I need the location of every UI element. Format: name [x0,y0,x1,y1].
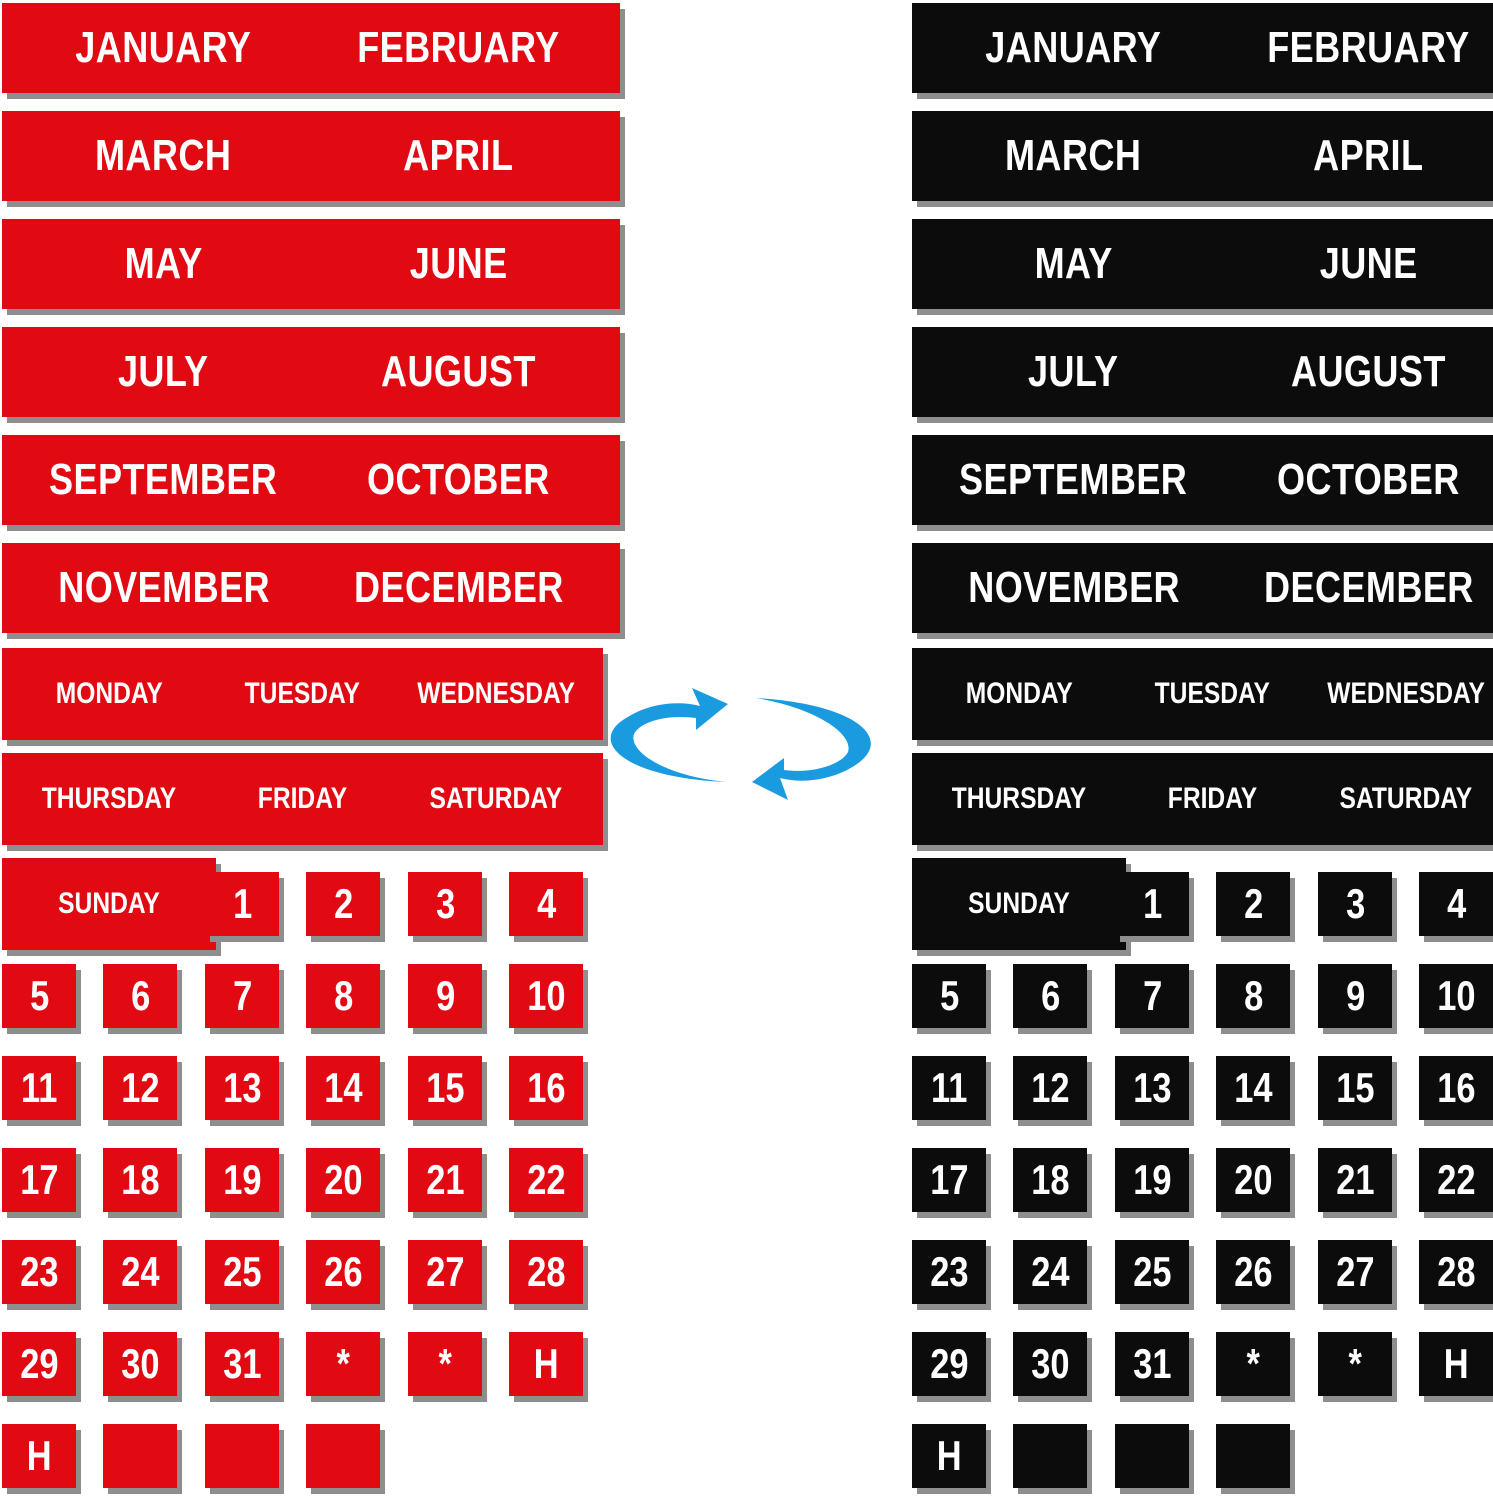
red-number-tile-29 [2,1332,76,1396]
black-month-june [1207,219,1493,309]
red-day-sunday-label: SUNDAY [58,887,160,920]
black-number-tile-35-label: H [936,1432,962,1479]
black-number-tile-5 [912,964,986,1028]
black-number-tile-12 [1013,1056,1087,1120]
black-month-april [1207,111,1493,201]
black-number-tile-7 [1115,964,1189,1028]
black-month-april-label: APRIL [1313,131,1424,180]
red-day-saturday-label: SATURDAY [429,782,563,815]
black-day-sunday [912,858,1126,950]
black-day-monday-label: MONDAY [965,677,1073,710]
red-month-august [297,327,620,417]
black-day-wednesday [1299,648,1493,740]
black-number-tile-28 [1419,1240,1493,1304]
black-month-september [912,435,1235,525]
red-month-june-label: JUNE [409,239,508,288]
red-number-tile-14-label: 14 [324,1064,363,1111]
black-month-october [1207,435,1493,525]
black-number-tile-27-label: 27 [1336,1248,1375,1295]
black-number-tile-24-label: 24 [1031,1248,1070,1295]
black-number-tile-30 [1013,1332,1087,1396]
black-number-tile-19 [1115,1148,1189,1212]
red-number-tile-29-label: 29 [20,1340,59,1387]
red-month-october-label: OCTOBER [367,455,550,504]
red-month-february [297,3,620,93]
black-month-december [1207,543,1493,633]
red-number-tile-5-label: 5 [29,972,49,1019]
red-number-tile-4-label: 4 [536,880,556,927]
red-number-tile-31-label: 31 [223,1340,262,1387]
red-number-tile-23-label: 23 [20,1248,59,1295]
red-day-thursday [2,753,216,845]
red-number-tile-12 [103,1056,177,1120]
red-number-tile-33-label: * [438,1340,452,1387]
red-number-tile-19 [205,1148,279,1212]
red-month-may [2,219,325,309]
black-number-tile-13 [1115,1056,1189,1120]
black-number-tile-23 [912,1240,986,1304]
red-number-tile-3-label: 3 [435,880,455,927]
red-day-saturday [389,753,603,845]
red-month-september [2,435,325,525]
red-number-tile-14 [306,1056,380,1120]
black-month-june-label: JUNE [1319,239,1418,288]
red-number-tile-27 [408,1240,482,1304]
black-number-tile-1 [1115,872,1189,936]
red-number-tile-34-label: H [533,1340,559,1387]
black-number-tile-33-label: * [1348,1340,1362,1387]
red-number-tile-21 [408,1148,482,1212]
red-number-tile-13-label: 13 [223,1064,262,1111]
black-month-february [1207,3,1493,93]
red-month-march [2,111,325,201]
black-day-saturday-label: SATURDAY [1339,782,1473,815]
black-month-august-label: AUGUST [1291,347,1447,396]
black-number-tile-5-label: 5 [939,972,959,1019]
red-number-tile-20-label: 20 [324,1156,363,1203]
black-number-tile-29 [912,1332,986,1396]
red-day-tuesday-label: TUESDAY [244,677,360,710]
red-number-tile-7 [205,964,279,1028]
red-month-july [2,327,325,417]
black-day-sunday-label: SUNDAY [968,887,1070,920]
red-number-tile-30-label: 30 [121,1340,160,1387]
black-magnet-set [910,0,1490,1500]
red-number-tile-31 [205,1332,279,1396]
black-number-tile-21-label: 21 [1336,1156,1375,1203]
red-number-tile-17-label: 17 [20,1156,59,1203]
black-number-tile-18 [1013,1148,1087,1212]
black-day-monday [912,648,1126,740]
red-number-tile-33 [408,1332,482,1396]
black-number-tile-30-label: 30 [1031,1340,1070,1387]
black-month-december-label: DECEMBER [1263,563,1474,612]
black-day-saturday [1299,753,1493,845]
black-number-tile-20 [1216,1148,1290,1212]
black-number-tile-13-label: 13 [1133,1064,1172,1111]
red-number-tile-38 [306,1424,380,1488]
black-number-tile-34 [1419,1332,1493,1396]
red-number-tile-28 [509,1240,583,1304]
black-month-november [912,543,1235,633]
red-number-tile-32-label: * [336,1340,350,1387]
black-month-march [912,111,1235,201]
red-month-april-label: APRIL [403,131,514,180]
red-number-tile-25-label: 25 [223,1248,262,1295]
red-number-tile-37 [205,1424,279,1488]
black-number-tile-7-label: 7 [1142,972,1162,1019]
red-number-tile-35-label: H [26,1432,52,1479]
red-number-tile-18-label: 18 [121,1156,160,1203]
red-number-tile-23 [2,1240,76,1304]
black-number-tile-11 [912,1056,986,1120]
black-number-tile-16 [1419,1056,1493,1120]
red-day-monday-label: MONDAY [55,677,163,710]
black-number-tile-8 [1216,964,1290,1028]
black-number-tile-6-label: 6 [1040,972,1060,1019]
black-number-tile-8-label: 8 [1243,972,1263,1019]
black-number-tile-6 [1013,964,1087,1028]
black-number-tile-2-label: 2 [1243,880,1263,927]
red-number-tile-36 [103,1424,177,1488]
red-number-tile-10 [509,964,583,1028]
arrow-top-curve [611,688,728,782]
swap-arrows-icon [596,666,886,826]
red-day-sunday [2,858,216,950]
black-day-tuesday-label: TUESDAY [1154,677,1270,710]
red-month-march-label: MARCH [95,131,232,180]
red-day-friday [195,753,409,845]
red-number-tile-3 [408,872,482,936]
black-number-tile-1-label: 1 [1142,880,1162,927]
black-number-tile-35 [912,1424,986,1488]
red-month-january [2,3,325,93]
black-number-tile-22-label: 22 [1437,1156,1476,1203]
black-month-january [912,3,1235,93]
black-number-tile-21 [1318,1148,1392,1212]
black-number-tile-26-label: 26 [1234,1248,1273,1295]
red-number-tile-12-label: 12 [121,1064,160,1111]
black-number-tile-31 [1115,1332,1189,1396]
red-number-tile-9-label: 9 [435,972,455,1019]
black-month-november-label: NOVEMBER [967,563,1180,612]
black-number-tile-17-label: 17 [930,1156,969,1203]
black-number-tile-17 [912,1148,986,1212]
red-number-tile-30 [103,1332,177,1396]
red-number-tile-19-label: 19 [223,1156,262,1203]
red-number-tile-25 [205,1240,279,1304]
red-month-december [297,543,620,633]
black-number-tile-29-label: 29 [930,1340,969,1387]
arrow-bottom-curve [752,698,871,800]
black-number-tile-33 [1318,1332,1392,1396]
black-number-tile-20-label: 20 [1234,1156,1273,1203]
red-month-february-label: FEBRUARY [357,23,560,72]
black-number-tile-9-label: 9 [1345,972,1365,1019]
red-number-tile-28-label: 28 [527,1248,566,1295]
red-number-tile-35 [2,1424,76,1488]
red-number-tile-34 [509,1332,583,1396]
red-number-tile-1 [205,872,279,936]
black-number-tile-19-label: 19 [1133,1156,1172,1203]
red-month-november [2,543,325,633]
black-number-tile-3-label: 3 [1345,880,1365,927]
black-number-tile-18-label: 18 [1031,1156,1070,1203]
black-number-tile-34-label: H [1443,1340,1469,1387]
red-number-tile-24 [103,1240,177,1304]
red-day-wednesday-label: WEDNESDAY [417,677,575,710]
red-month-september-label: SEPTEMBER [49,455,278,504]
red-number-tile-2 [306,872,380,936]
red-number-tile-2-label: 2 [333,880,353,927]
black-number-tile-38 [1216,1424,1290,1488]
red-number-tile-20 [306,1148,380,1212]
black-number-tile-22 [1419,1148,1493,1212]
black-day-friday-label: FRIDAY [1167,782,1257,815]
black-number-tile-25-label: 25 [1133,1248,1172,1295]
black-month-may-label: MAY [1034,239,1113,288]
black-number-tile-23-label: 23 [930,1248,969,1295]
black-month-july-label: JULY [1028,347,1119,396]
red-number-tile-21-label: 21 [426,1156,465,1203]
black-month-february-label: FEBRUARY [1267,23,1470,72]
black-number-tile-32-label: * [1246,1340,1260,1387]
red-number-tile-16-label: 16 [527,1064,566,1111]
black-day-thursday [912,753,1126,845]
red-number-tile-5 [2,964,76,1028]
red-number-tile-6-label: 6 [130,972,150,1019]
red-number-tile-15 [408,1056,482,1120]
black-day-tuesday [1105,648,1319,740]
red-month-june [297,219,620,309]
red-month-august-label: AUGUST [381,347,537,396]
black-day-friday [1105,753,1319,845]
red-day-monday [2,648,216,740]
red-month-december-label: DECEMBER [353,563,564,612]
red-month-july-label: JULY [118,347,209,396]
black-month-october-label: OCTOBER [1277,455,1460,504]
red-number-tile-15-label: 15 [426,1064,465,1111]
red-month-october [297,435,620,525]
red-number-tile-8-label: 8 [333,972,353,1019]
red-month-may-label: MAY [124,239,203,288]
red-day-friday-label: FRIDAY [257,782,347,815]
black-number-tile-4-label: 4 [1446,880,1466,927]
red-number-tile-32 [306,1332,380,1396]
red-number-tile-8 [306,964,380,1028]
black-number-tile-3 [1318,872,1392,936]
red-number-tile-1-label: 1 [232,880,252,927]
black-number-tile-26 [1216,1240,1290,1304]
red-number-tile-24-label: 24 [121,1248,160,1295]
black-number-tile-31-label: 31 [1133,1340,1172,1387]
red-number-tile-27-label: 27 [426,1248,465,1295]
black-number-tile-15 [1318,1056,1392,1120]
red-number-tile-9 [408,964,482,1028]
black-number-tile-14 [1216,1056,1290,1120]
black-number-tile-32 [1216,1332,1290,1396]
black-number-tile-14-label: 14 [1234,1064,1273,1111]
red-number-tile-11-label: 11 [20,1064,58,1111]
black-number-tile-25 [1115,1240,1189,1304]
black-number-tile-28-label: 28 [1437,1248,1476,1295]
red-day-thursday-label: THURSDAY [41,782,177,815]
black-day-wednesday-label: WEDNESDAY [1327,677,1485,710]
black-number-tile-11-label: 11 [930,1064,968,1111]
black-number-tile-12-label: 12 [1031,1064,1070,1111]
red-number-tile-26 [306,1240,380,1304]
red-magnet-set [0,0,580,1500]
black-number-tile-4 [1419,872,1493,936]
black-month-may [912,219,1235,309]
red-number-tile-17 [2,1148,76,1212]
red-month-november-label: NOVEMBER [57,563,270,612]
black-number-tile-37 [1115,1424,1189,1488]
black-number-tile-10 [1419,964,1493,1028]
black-month-march-label: MARCH [1005,131,1142,180]
red-number-tile-13 [205,1056,279,1120]
red-number-tile-4 [509,872,583,936]
red-number-tile-26-label: 26 [324,1248,363,1295]
red-month-april [297,111,620,201]
black-day-thursday-label: THURSDAY [951,782,1087,815]
red-number-tile-16 [509,1056,583,1120]
black-number-tile-2 [1216,872,1290,936]
red-number-tile-10-label: 10 [527,972,566,1019]
red-number-tile-11 [2,1056,76,1120]
black-month-july [912,327,1235,417]
black-number-tile-36 [1013,1424,1087,1488]
red-number-tile-22 [509,1148,583,1212]
black-number-tile-9 [1318,964,1392,1028]
black-number-tile-15-label: 15 [1336,1064,1375,1111]
red-number-tile-6 [103,964,177,1028]
black-number-tile-27 [1318,1240,1392,1304]
red-month-january-label: JANUARY [75,23,252,72]
black-month-january-label: JANUARY [985,23,1162,72]
black-number-tile-16-label: 16 [1437,1064,1476,1111]
black-number-tile-24 [1013,1240,1087,1304]
black-month-august [1207,327,1493,417]
black-month-september-label: SEPTEMBER [959,455,1188,504]
red-number-tile-7-label: 7 [232,972,252,1019]
red-day-wednesday [389,648,603,740]
red-number-tile-18 [103,1148,177,1212]
black-number-tile-10-label: 10 [1437,972,1476,1019]
red-day-tuesday [195,648,409,740]
red-number-tile-22-label: 22 [527,1156,566,1203]
